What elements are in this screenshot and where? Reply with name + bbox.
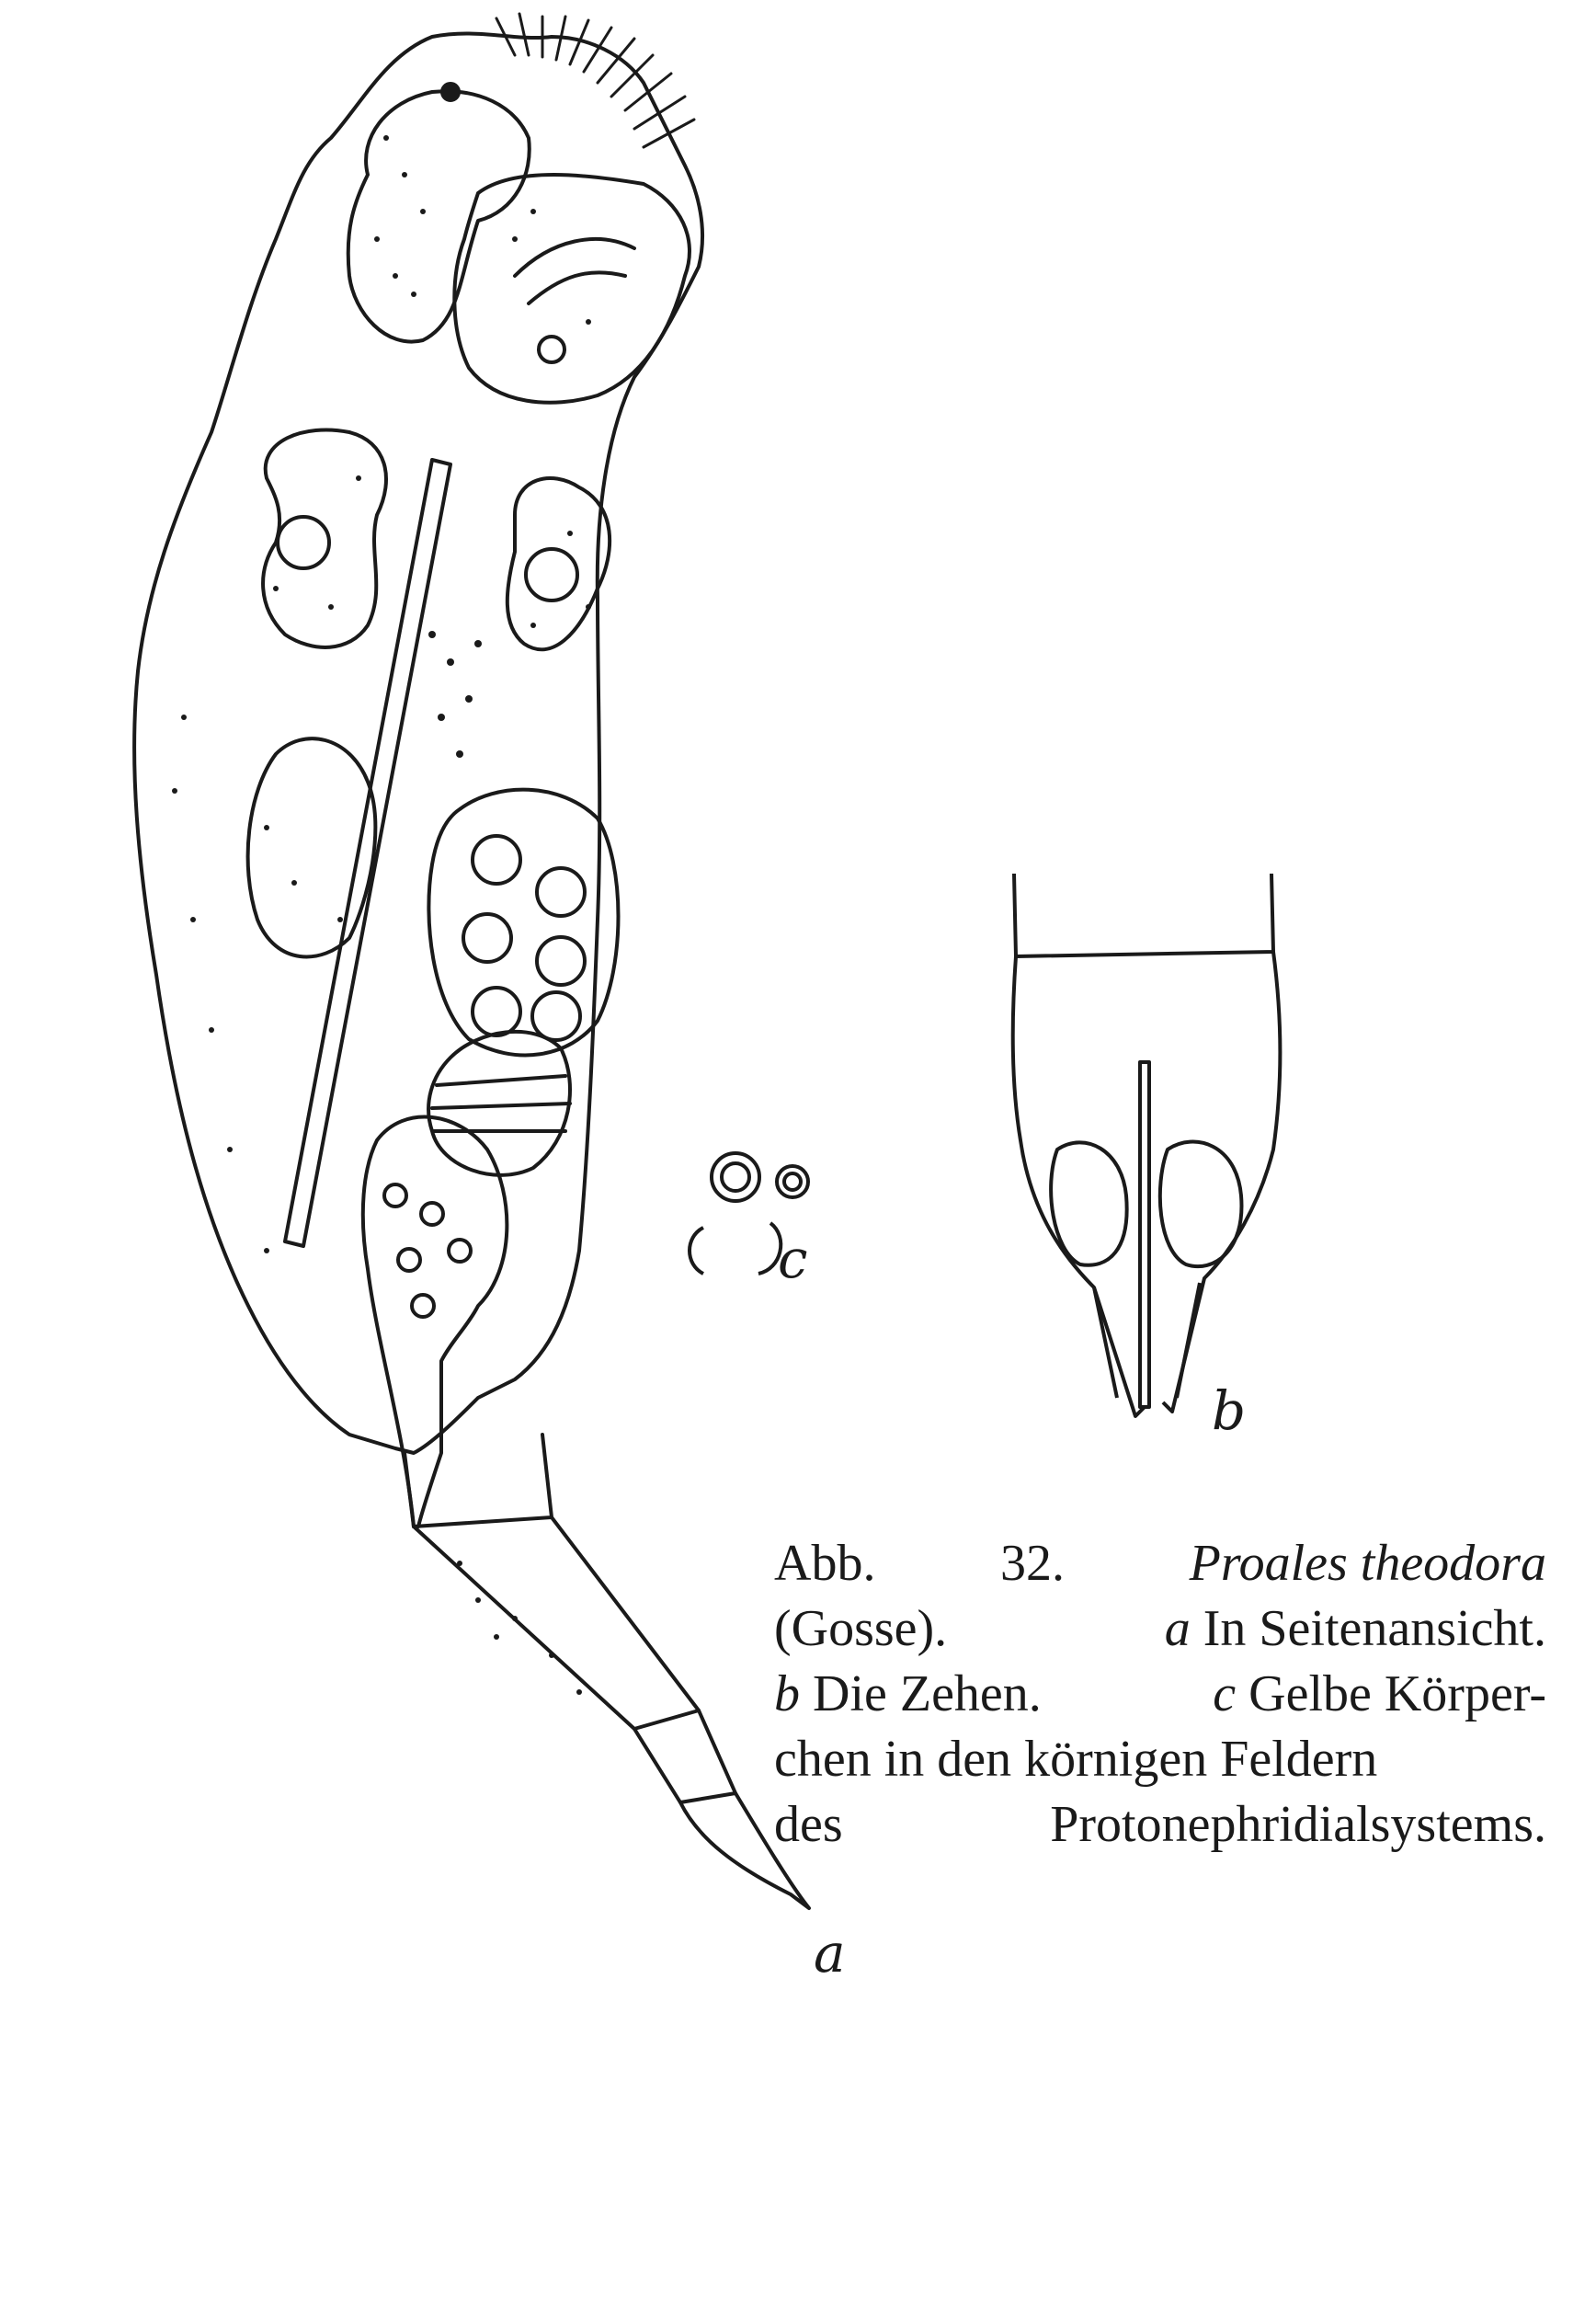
caption-c-text: Gelbe Körper- xyxy=(1248,1665,1546,1722)
mastax xyxy=(454,175,690,403)
caption-b-text: Die Zehen. xyxy=(813,1665,1042,1722)
caption-number: 32. xyxy=(1000,1535,1066,1592)
caption-abb: Abb. xyxy=(774,1535,876,1592)
caption-des: des xyxy=(774,1796,843,1853)
caption-line-3 xyxy=(774,1662,1546,1727)
caption-line-2 xyxy=(774,1596,1546,1662)
ovary xyxy=(428,790,618,1056)
caption-protonephridial: Protonephridialsystems. xyxy=(1050,1796,1546,1853)
stomach xyxy=(248,738,376,956)
stippling xyxy=(172,135,591,1695)
caption-letter-a: a xyxy=(1164,1600,1191,1657)
caption-line-4: chen in den körnigen Feldern xyxy=(774,1731,1378,1788)
gastric-gland-right xyxy=(507,478,610,649)
caption-author: (Gosse). xyxy=(774,1600,948,1657)
foot-segment-1 xyxy=(405,1435,552,1527)
caption-a-text: In Seitenansicht. xyxy=(1203,1600,1546,1657)
body-outline xyxy=(134,33,702,1453)
head-lobe xyxy=(348,91,530,341)
caption-line-5 xyxy=(774,1792,1546,1858)
caption-line-1 xyxy=(774,1531,1546,1596)
caption-species: Proales theodora xyxy=(1189,1535,1546,1592)
label-b: b xyxy=(1212,1379,1247,1442)
figure-b-toes xyxy=(1013,874,1281,1416)
caption-letter-b: b xyxy=(774,1665,800,1722)
foot-gland xyxy=(363,1117,507,1527)
label-c: c xyxy=(778,1228,808,1290)
trophi-rod xyxy=(285,460,450,1246)
gastric-gland-left xyxy=(263,429,386,646)
figure-caption xyxy=(774,1531,1546,1858)
foot-segment-2 xyxy=(414,1517,699,1729)
caption-letter-c: c xyxy=(1213,1665,1237,1722)
label-a: a xyxy=(814,1922,846,1984)
